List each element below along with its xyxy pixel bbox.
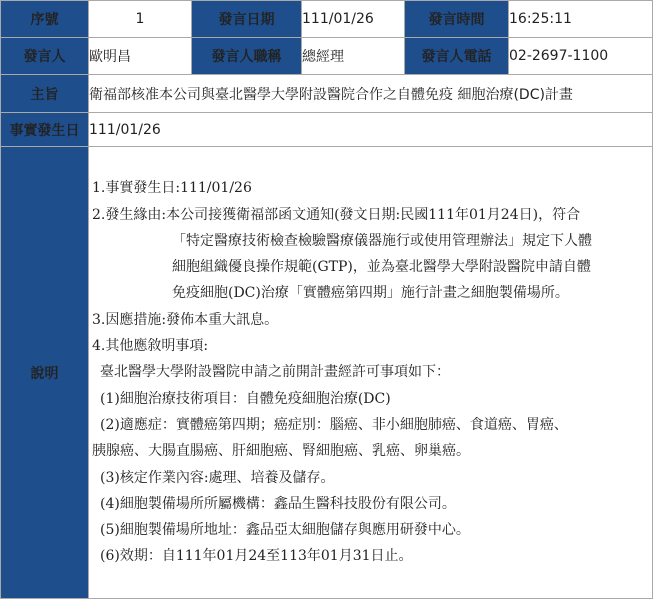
desc-line-12: (3)核定作業內容:處理、培養及儲存。 [100,469,335,486]
desc-line-4: 細胞組織優良操作規範(GTP)，並為臺北醫學大學附設醫院申請自體 [172,259,591,276]
desc-line-1: 1.事實發生日:111/01/26 [92,180,252,197]
desc-line-13: (4)細胞製備場所所屬機構：鑫品生醫科技股份有限公司。 [100,495,456,512]
time-label: 發言時間 [405,1,509,38]
desc-line-10: (2)適應症：實體癌第四期；癌症別：腦癌、非小細胞肺癌、食道癌、胃癌、 [100,416,568,433]
desc-line-5: 免疫細胞(DC)治療「實體癌第四期」施行計畫之細胞製備場所。 [172,285,569,302]
desc-line-3: 「特定醫療技術檢查檢驗醫療儀器施行或使用管理辦法」規定下人體 [172,232,592,249]
speaker-title-label: 發言人職稱 [192,38,302,75]
row-subject [1,75,653,113]
seq-value: 1 [89,1,192,38]
desc-line-14: (5)細胞製備場所地址：鑫品亞太細胞儲存與應用研發中心。 [100,522,470,539]
speaker-label: 發言人 [1,38,89,75]
row-fact-date [1,113,653,147]
fact-date-value: 111/01/26 [89,113,653,147]
row-seq-date-time [1,1,653,38]
speaker-title-value: 總經理 [302,38,405,75]
speaker-phone-label: 發言人電話 [405,38,509,75]
row-speaker [1,38,653,75]
desc-line-2: 2.發生緣由:本公司接獲衛福部函文通知(發文日期:民國111年01月24日)，符合 [92,206,581,223]
description-body [89,147,653,599]
speaker-value: 歐明昌 [89,38,192,75]
seq-label: 序號 [1,1,89,38]
description-label: 說明 [1,147,89,599]
desc-line-7: 4.其他應敘明事項: [92,338,209,355]
desc-line-8: 臺北醫學大學附設醫院申請之前開計畫經許可事項如下： [100,364,450,381]
date-value: 111/01/26 [302,1,405,38]
time-value: 16:25:11 [509,1,653,38]
desc-line-11: 胰腺癌、大腸直腸癌、肝細胞癌、腎細胞癌、乳癌、卵巢癌。 [92,443,470,460]
desc-line-9: (1)細胞治療技術項目：自體免疫細胞治療(DC) [100,390,391,407]
date-label: 發言日期 [192,1,302,38]
desc-line-15: (6)效期：自111年01月24至113年01月31日止。 [100,548,413,565]
subject-label: 主旨 [1,75,89,113]
row-description [1,147,653,599]
desc-line-6: 3.因應措施:發佈本重大訊息。 [92,311,279,328]
speaker-phone-value: 02-2697-1100 [509,38,653,75]
subject-value: 衛福部核准本公司與臺北醫學大學附設醫院合作之自體免疫 細胞治療(DC)計畫 [89,75,653,113]
fact-date-label: 事實發生日 [1,113,89,147]
